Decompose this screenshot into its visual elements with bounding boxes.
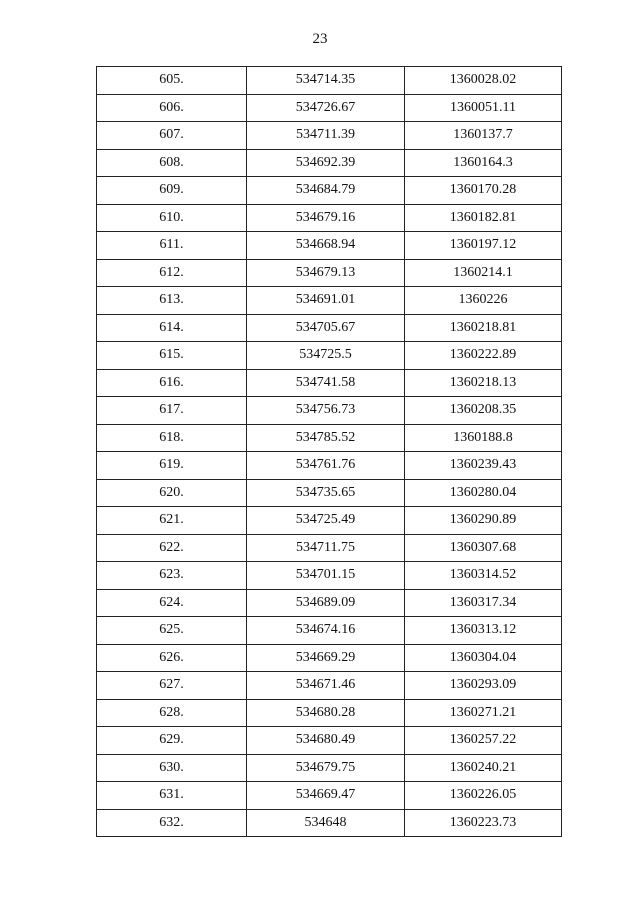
table-row — [97, 149, 562, 177]
x-coordinate-cell: 534679.13 — [247, 259, 405, 287]
table-row — [97, 94, 562, 122]
y-coordinate-cell: 1360028.02 — [405, 67, 562, 95]
point-number-cell: 619. — [97, 452, 247, 480]
y-coordinate-cell: 1360218.13 — [405, 369, 562, 397]
x-coordinate-cell: 534711.75 — [247, 534, 405, 562]
table-row — [97, 424, 562, 452]
point-number-cell: 617. — [97, 397, 247, 425]
x-coordinate-cell: 534689.09 — [247, 589, 405, 617]
table-row — [97, 287, 562, 315]
table-row — [97, 562, 562, 590]
point-number-cell: 627. — [97, 672, 247, 700]
y-coordinate-cell: 1360188.8 — [405, 424, 562, 452]
table-row — [97, 727, 562, 755]
point-number-cell: 628. — [97, 699, 247, 727]
x-coordinate-cell: 534756.73 — [247, 397, 405, 425]
x-coordinate-cell: 534705.67 — [247, 314, 405, 342]
y-coordinate-cell: 1360170.28 — [405, 177, 562, 205]
table-row — [97, 314, 562, 342]
coordinates-table — [96, 66, 562, 837]
table-row — [97, 342, 562, 370]
point-number-cell: 611. — [97, 232, 247, 260]
x-coordinate-cell: 534679.16 — [247, 204, 405, 232]
x-coordinate-cell: 534725.5 — [247, 342, 405, 370]
x-coordinate-cell: 534711.39 — [247, 122, 405, 150]
y-coordinate-cell: 1360304.04 — [405, 644, 562, 672]
point-number-cell: 629. — [97, 727, 247, 755]
y-coordinate-cell: 1360214.1 — [405, 259, 562, 287]
table-row — [97, 809, 562, 837]
x-coordinate-cell: 534669.29 — [247, 644, 405, 672]
point-number-cell: 623. — [97, 562, 247, 590]
x-coordinate-cell: 534674.16 — [247, 617, 405, 645]
y-coordinate-cell: 1360239.43 — [405, 452, 562, 480]
x-coordinate-cell: 534669.47 — [247, 782, 405, 810]
point-number-cell: 615. — [97, 342, 247, 370]
table-row — [97, 507, 562, 535]
y-coordinate-cell: 1360257.22 — [405, 727, 562, 755]
point-number-cell: 632. — [97, 809, 247, 837]
table-row — [97, 589, 562, 617]
table-row — [97, 534, 562, 562]
table-row — [97, 232, 562, 260]
y-coordinate-cell: 1360280.04 — [405, 479, 562, 507]
x-coordinate-cell: 534761.76 — [247, 452, 405, 480]
y-coordinate-cell: 1360226.05 — [405, 782, 562, 810]
y-coordinate-cell: 1360317.34 — [405, 589, 562, 617]
y-coordinate-cell: 1360290.89 — [405, 507, 562, 535]
point-number-cell: 624. — [97, 589, 247, 617]
x-coordinate-cell: 534691.01 — [247, 287, 405, 315]
y-coordinate-cell: 1360307.68 — [405, 534, 562, 562]
table-row — [97, 754, 562, 782]
x-coordinate-cell: 534714.35 — [247, 67, 405, 95]
point-number-cell: 613. — [97, 287, 247, 315]
x-coordinate-cell: 534671.46 — [247, 672, 405, 700]
table-row — [97, 259, 562, 287]
point-number-cell: 618. — [97, 424, 247, 452]
point-number-cell: 616. — [97, 369, 247, 397]
y-coordinate-cell: 1360314.52 — [405, 562, 562, 590]
y-coordinate-cell: 1360051.11 — [405, 94, 562, 122]
point-number-cell: 621. — [97, 507, 247, 535]
x-coordinate-cell: 534735.65 — [247, 479, 405, 507]
table-row — [97, 617, 562, 645]
point-number-cell: 605. — [97, 67, 247, 95]
point-number-cell: 614. — [97, 314, 247, 342]
y-coordinate-cell: 1360222.89 — [405, 342, 562, 370]
y-coordinate-cell: 1360197.12 — [405, 232, 562, 260]
page-number: 23 — [312, 31, 328, 47]
point-number-cell: 608. — [97, 149, 247, 177]
y-coordinate-cell: 1360226 — [405, 287, 562, 315]
y-coordinate-cell: 1360223.73 — [405, 809, 562, 837]
y-coordinate-cell: 1360182.81 — [405, 204, 562, 232]
point-number-cell: 609. — [97, 177, 247, 205]
point-number-cell: 620. — [97, 479, 247, 507]
y-coordinate-cell: 1360271.21 — [405, 699, 562, 727]
point-number-cell: 607. — [97, 122, 247, 150]
x-coordinate-cell: 534668.94 — [247, 232, 405, 260]
table-row — [97, 177, 562, 205]
y-coordinate-cell: 1360164.3 — [405, 149, 562, 177]
coordinates-table-body — [97, 67, 562, 837]
x-coordinate-cell: 534680.28 — [247, 699, 405, 727]
y-coordinate-cell: 1360137.7 — [405, 122, 562, 150]
x-coordinate-cell: 534726.67 — [247, 94, 405, 122]
table-row — [97, 452, 562, 480]
point-number-cell: 630. — [97, 754, 247, 782]
table-row — [97, 672, 562, 700]
y-coordinate-cell: 1360240.21 — [405, 754, 562, 782]
point-number-cell: 625. — [97, 617, 247, 645]
table-row — [97, 782, 562, 810]
y-coordinate-cell: 1360218.81 — [405, 314, 562, 342]
table-row — [97, 67, 562, 95]
x-coordinate-cell: 534725.49 — [247, 507, 405, 535]
point-number-cell: 626. — [97, 644, 247, 672]
table-row — [97, 204, 562, 232]
x-coordinate-cell: 534741.58 — [247, 369, 405, 397]
y-coordinate-cell: 1360208.35 — [405, 397, 562, 425]
x-coordinate-cell: 534692.39 — [247, 149, 405, 177]
point-number-cell: 610. — [97, 204, 247, 232]
table-row — [97, 479, 562, 507]
table-row — [97, 699, 562, 727]
table-row — [97, 122, 562, 150]
x-coordinate-cell: 534785.52 — [247, 424, 405, 452]
point-number-cell: 606. — [97, 94, 247, 122]
x-coordinate-cell: 534684.79 — [247, 177, 405, 205]
table-row — [97, 644, 562, 672]
y-coordinate-cell: 1360313.12 — [405, 617, 562, 645]
x-coordinate-cell: 534648 — [247, 809, 405, 837]
y-coordinate-cell: 1360293.09 — [405, 672, 562, 700]
table-row — [97, 397, 562, 425]
point-number-cell: 612. — [97, 259, 247, 287]
x-coordinate-cell: 534679.75 — [247, 754, 405, 782]
table-row — [97, 369, 562, 397]
point-number-cell: 631. — [97, 782, 247, 810]
point-number-cell: 622. — [97, 534, 247, 562]
x-coordinate-cell: 534680.49 — [247, 727, 405, 755]
x-coordinate-cell: 534701.15 — [247, 562, 405, 590]
